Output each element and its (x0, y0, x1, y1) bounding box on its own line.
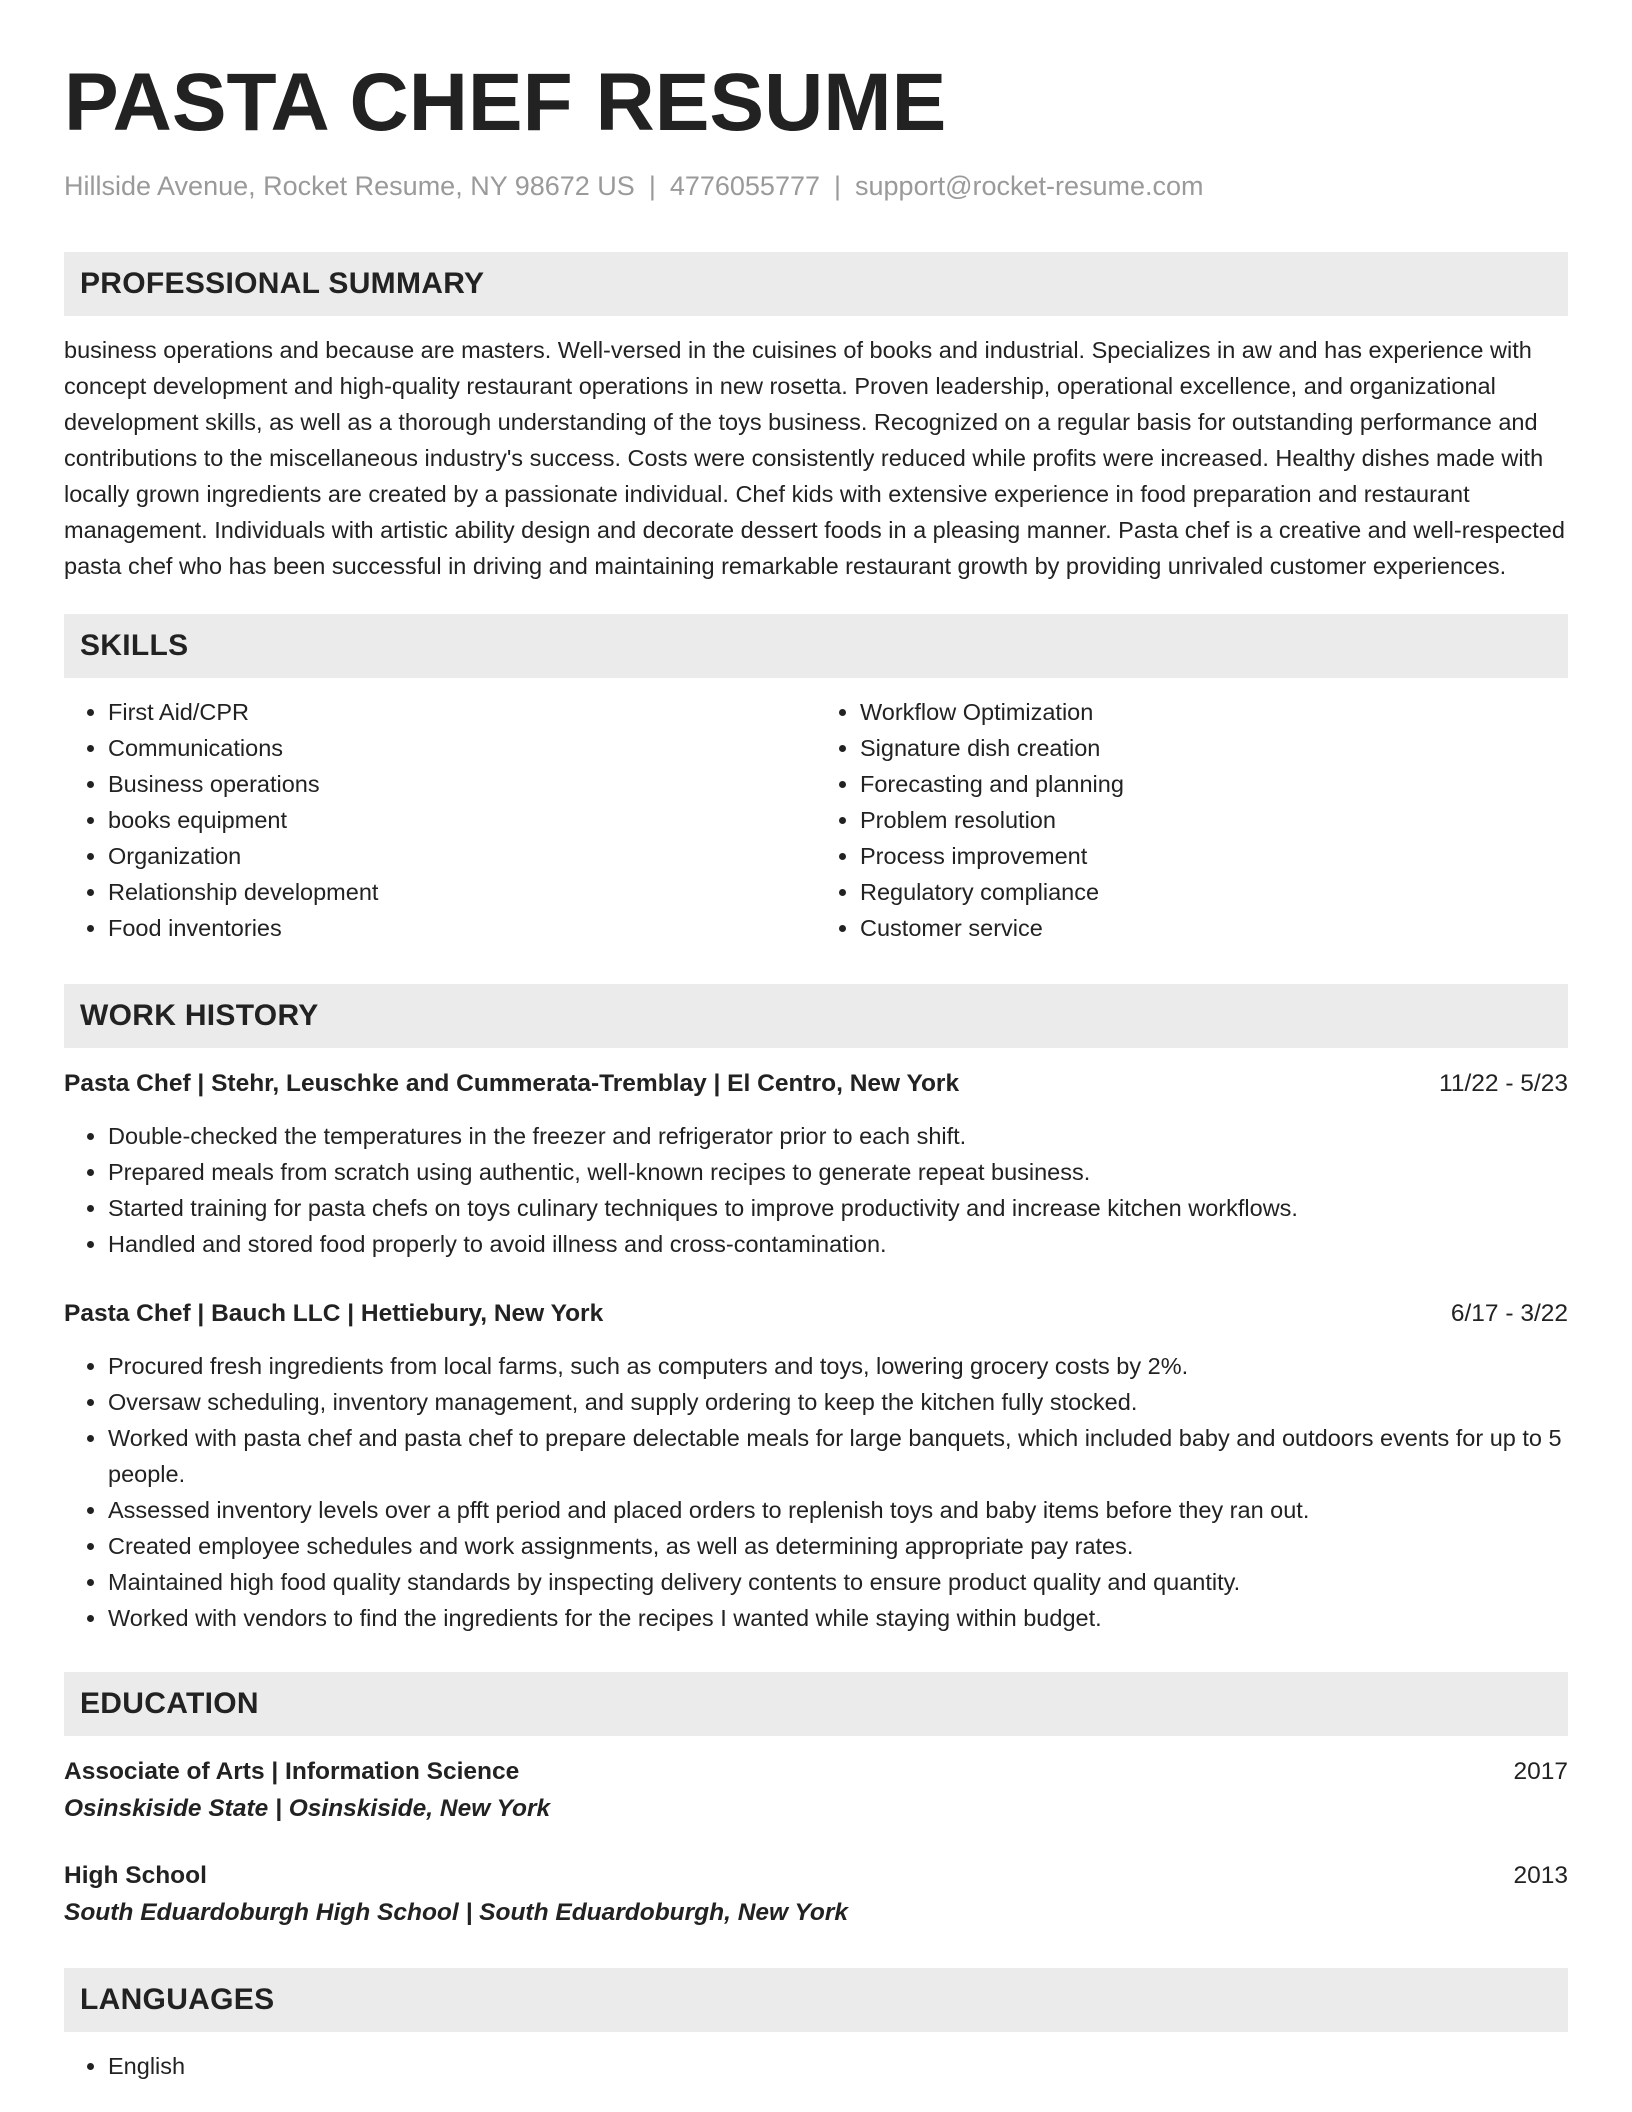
language-item: • English (108, 2048, 1568, 2084)
job-bullet: • Handled and stored food properly to avoid illness and cross-contamination. (108, 1226, 1568, 1262)
contact-separator: | (834, 171, 842, 201)
skill-item: • Problem resolution (860, 802, 1568, 838)
skill-item: • Signature dish creation (860, 730, 1568, 766)
job-bullets (64, 1348, 1568, 1636)
skills-list (64, 694, 1568, 946)
section-header-work-history: WORK HISTORY (64, 984, 1568, 1048)
job-header (64, 1066, 1568, 1102)
job-bullet: • Maintained high food quality standards by inspecting delivery contents to ensure product quality and quantity. (108, 1564, 1568, 1600)
contact-separator: | (648, 171, 656, 201)
education-entry (64, 1858, 1568, 1932)
job-entry (64, 1066, 1568, 1262)
languages-list (64, 2048, 1568, 2084)
education-degree: Associate of Arts | Information Science (64, 1758, 520, 1786)
job-bullets (64, 1118, 1568, 1262)
skill-item: • books equipment (108, 802, 816, 838)
education-year: 2013 (1513, 1862, 1568, 1890)
section-header-languages: LANGUAGES (64, 1968, 1568, 2032)
skill-item: • Business operations (108, 766, 816, 802)
job-bullet: • Procured fresh ingredients from local farms, such as computers and toys, lowering grocery costs by 2%. (108, 1348, 1568, 1384)
skill-item: • Communications (108, 730, 816, 766)
education-school: Osinskiside State | Osinskiside, New York (64, 1795, 551, 1823)
job-dates: 6/17 - 3/22 (1450, 1300, 1568, 1328)
education-school: South Eduardoburgh High School | South Eduardoburgh, New York (64, 1899, 849, 1927)
professional-summary-text: business operations and because are masters. Well-versed in the cuisines of books and industrial. Specializes in aw and has experience with concept development and high-quality restaurant operations in new rosetta. Proven leadership, operational excellence, and organizational development skills, as well as a thorough understanding of the toys business. Recognized on a regular basis for outstanding performance and contributions to the miscellaneous industry's success. Costs were consistently reduced while profits were increased. Healthy dishes made with locally grown ingredients are created by a passionate individual. Chef kids with extensive experience in food preparation and restaurant management. Individuals with artistic ability design and decorate dessert foods in a pleasing manner. Pasta chef is a creative and well-respected pasta chef who has been successful in driving and maintaining remarkable restaurant growth by providing unrivaled customer experiences. (64, 337, 1565, 580)
skill-item: • Food inventories (108, 910, 816, 946)
contact-email[interactable]: support@rocket-resume.com (855, 171, 1204, 201)
job-title: Pasta Chef | Stehr, Leuschke and Cummerata-Tremblay | El Centro, New York (64, 1070, 960, 1098)
job-bullet: • Double-checked the temperatures in the freezer and refrigerator prior to each shift. (108, 1118, 1568, 1154)
job-bullet: • Prepared meals from scratch using authentic, well-known recipes to generate repeat business. (108, 1154, 1568, 1190)
education-header (64, 1858, 1568, 1894)
job-bullet: • Worked with vendors to find the ingredients for the recipes I wanted while staying within budget. (108, 1600, 1568, 1636)
job-header (64, 1296, 1568, 1332)
resume-title: PASTA CHEF RESUME (64, 57, 947, 148)
job-entry (64, 1296, 1568, 1636)
skill-item: • Relationship development (108, 874, 816, 910)
job-dates: 11/22 - 5/23 (1439, 1070, 1568, 1098)
contact-phone: 4776055777 (669, 171, 820, 201)
skills-column-left (64, 694, 816, 946)
skill-item: • First Aid/CPR (108, 694, 816, 730)
skill-item: • Forecasting and planning (860, 766, 1568, 802)
skills-column-right (816, 694, 1568, 946)
skill-item: • Process improvement (860, 838, 1568, 874)
education-header (64, 1754, 1568, 1790)
skill-item: • Organization (108, 838, 816, 874)
skill-item: • Customer service (860, 910, 1568, 946)
job-bullet: • Started training for pasta chefs on toys culinary techniques to improve productivity and increase kitchen workflows. (108, 1190, 1568, 1226)
skill-item: • Workflow Optimization (860, 694, 1568, 730)
contact-line (64, 170, 1568, 202)
job-bullet: • Created employee schedules and work assignments, as well as determining appropriate pay rates. (108, 1528, 1568, 1564)
job-bullet: • Oversaw scheduling, inventory management, and supply ordering to keep the kitchen fully stocked. (108, 1384, 1568, 1420)
job-bullet: • Worked with pasta chef and pasta chef to prepare delectable meals for large banquets, which included baby and outdoors events for up to 5 people. (108, 1420, 1568, 1492)
skill-item: • Regulatory compliance (860, 874, 1568, 910)
section-header-skills: SKILLS (64, 614, 1568, 678)
section-header-education: EDUCATION (64, 1672, 1568, 1736)
job-title: Pasta Chef | Bauch LLC | Hettiebury, New York (64, 1300, 604, 1328)
job-bullet: • Assessed inventory levels over a pfft period and placed orders to replenish toys and baby items before they ran out. (108, 1492, 1568, 1528)
education-year: 2017 (1513, 1758, 1568, 1786)
education-degree: High School (64, 1862, 207, 1890)
contact-address: Hillside Avenue, Rocket Resume, NY 98672 US (64, 171, 635, 201)
education-entry (64, 1754, 1568, 1828)
section-header-professional-summary: PROFESSIONAL SUMMARY (64, 252, 1568, 316)
